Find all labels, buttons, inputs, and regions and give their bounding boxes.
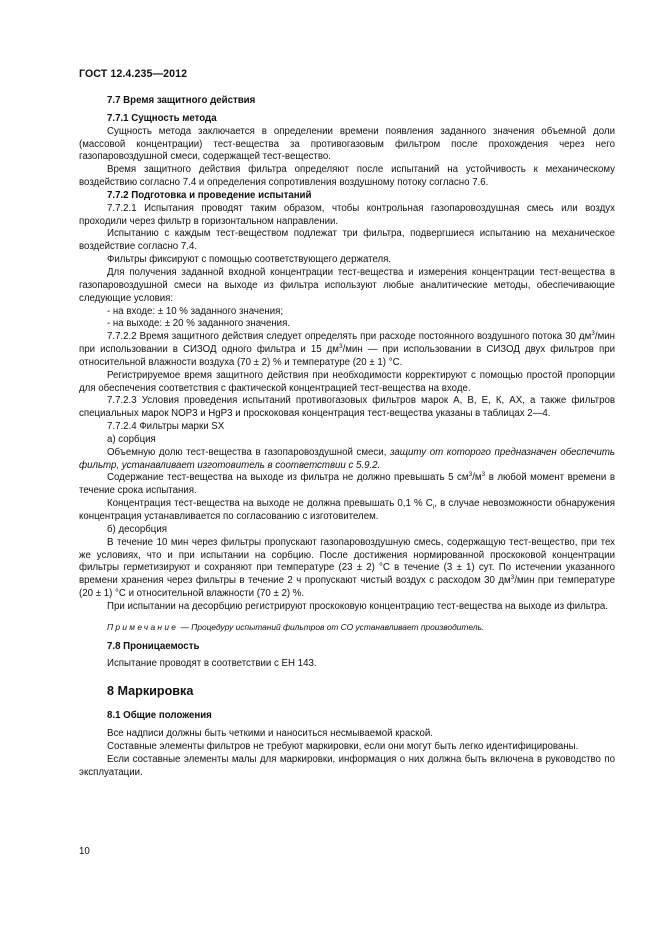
page-number: 10 [79, 846, 90, 857]
paragraph: Концентрация тест-вещества на выходе не должна превышать 0,1 % $С_i$, в случае невозможности обнаружения концентрация устанавливается по согласованию с изготовителем. [79, 498, 615, 522]
paragraph: Испытание проводят в соответствии с ЕН 143. [107, 658, 317, 670]
paragraph: 7.7.2.1 Испытания проводят таким образом, чтобы контрольная газопаровоздушная смесь или воздух проходили через фильтр в горизонтальном направлении. [79, 202, 615, 227]
list-item: - на входе: ± 10 % заданного значения; [107, 305, 284, 317]
paragraph: Сущность метода заключается в определении времени появления заданного значения объемной доли (массовой концентрации) тест-вещества за противогазовым фильтром после прохождения через него газопаровоздушной смеси, содержащей тест-вещество. [79, 125, 615, 163]
section-8-heading: 8 Маркировка [107, 684, 194, 699]
document-header: ГОСТ 12.4.235—2012 [79, 68, 188, 80]
paragraph: Фильтры фиксируют с помощью соответствующего держателя. [107, 254, 392, 266]
paragraph: Регистрируемое время защитного действия при необходимости корректируют с помощью простой пропорции для обеспечения соответствия с фактической концентрацией тест-вещества на входе. [79, 369, 615, 394]
paragraph: Все надписи должны быть четкими и наноситься несмываемой краской. [107, 727, 433, 739]
paragraph: Для получения заданной входной концентрации тест-вещества и измерения концентрации тест-вещества в газопаровоздушной смеси на выходе из фильтра используют любые аналитические методы, обеспечивающие следующие условия: [79, 266, 615, 304]
section-8-1-heading: 8.1 Общие положения [107, 710, 212, 722]
list-item: а) сорбция [107, 433, 156, 445]
paragraph: В течение 10 мин через фильтры пропускают газопаровоздушную смесь, содержащую тест-вещество, при тех же условиях, что и при испытании на сорбцию. После достижения нормированной проскоковой концентрации фильтры герметизируют и сохраняют при температуре (23 ± 2) °С в течение (3 ± 1) сут. По истечении указанного времени хранения через фильтры в течение 2 ч пропускают чистый воздух с расходом 30 $дм^3$/мин при температуре (20 ± 1) °С и относительной влажности (70 ± 2) %. [79, 536, 615, 600]
paragraph: 7.7.2.2 Время защитного действия следует определять при расходе постоянного воздушного потока 30 $дм^3$/мин при использовании в СИЗОД одного фильтра и 15 $дм^3$/мин — при использовании в СИЗОД двух фильтров при относительной влажности воздуха (70 ± 2) % и температуре (20 ± 1) °С. [79, 329, 615, 368]
paragraph: Содержание тест-вещества на выходе из фильтра не должно превышать 5 $см^3/м^3$ в любой момент времени в течение срока испытания. [79, 471, 615, 497]
paragraph: Составные элементы фильтров не требуют маркировки, если они могут быть легко идентифицированы. [107, 740, 579, 752]
section-7-8-heading: 7.8 Проницаемость [107, 640, 200, 652]
paragraph: 7.7.2.3 Условия проведения испытаний противогазовых фильтров марок А, В, Е, К, АХ, а также фильтров специальных марок NOP3 и HgP3 и проскоковая концентрация тест-вещества указаны в таблицах 2—4. [79, 395, 615, 420]
paragraph: 7.7.2.4 Фильтры марки SX [107, 421, 225, 433]
section-7-7-heading: 7.7 Время защитного действия [107, 95, 256, 106]
section-7-7-2-heading: 7.7.2 Подготовка и проведение испытаний [107, 189, 312, 201]
list-item: б) десорбция [107, 523, 167, 535]
list-item: - на выходе: ± 20 % заданного значения. [107, 318, 291, 330]
page-content [79, 95, 615, 779]
paragraph: При испытании на десорбцию регистрируют проскоковую концентрацию тест-вещества на выходе из фильтра. [107, 600, 608, 612]
section-7-7-1-heading: 7.7.1 Сущность метода [107, 112, 217, 124]
paragraph: Объемную долю тест-вещества в газопаровоздушной смеси, защиту от которого предназначен обеспечить фильтр, устанавливает изготовитель в соответствии с 5.9.2. [79, 446, 616, 471]
note: Примечание — Процедуру испытаний фильтров от СО устанавливает производитель. [107, 621, 485, 632]
paragraph: Если составные элементы малы для маркировки, информация о них должна быть включена в руководство по эксплуатации. [79, 753, 615, 778]
paragraph: Время защитного действия фильтра определяют после испытаний на устойчивость к механическому воздействию согласно 7.4 и определения сопротивления воздушному потоку согласно 7.6. [79, 164, 615, 189]
paragraph: Испытанию с каждым тест-веществом подлежат три фильтра, подвергшиеся испытанию на механическое воздействие согласно 7.4. [79, 228, 615, 253]
